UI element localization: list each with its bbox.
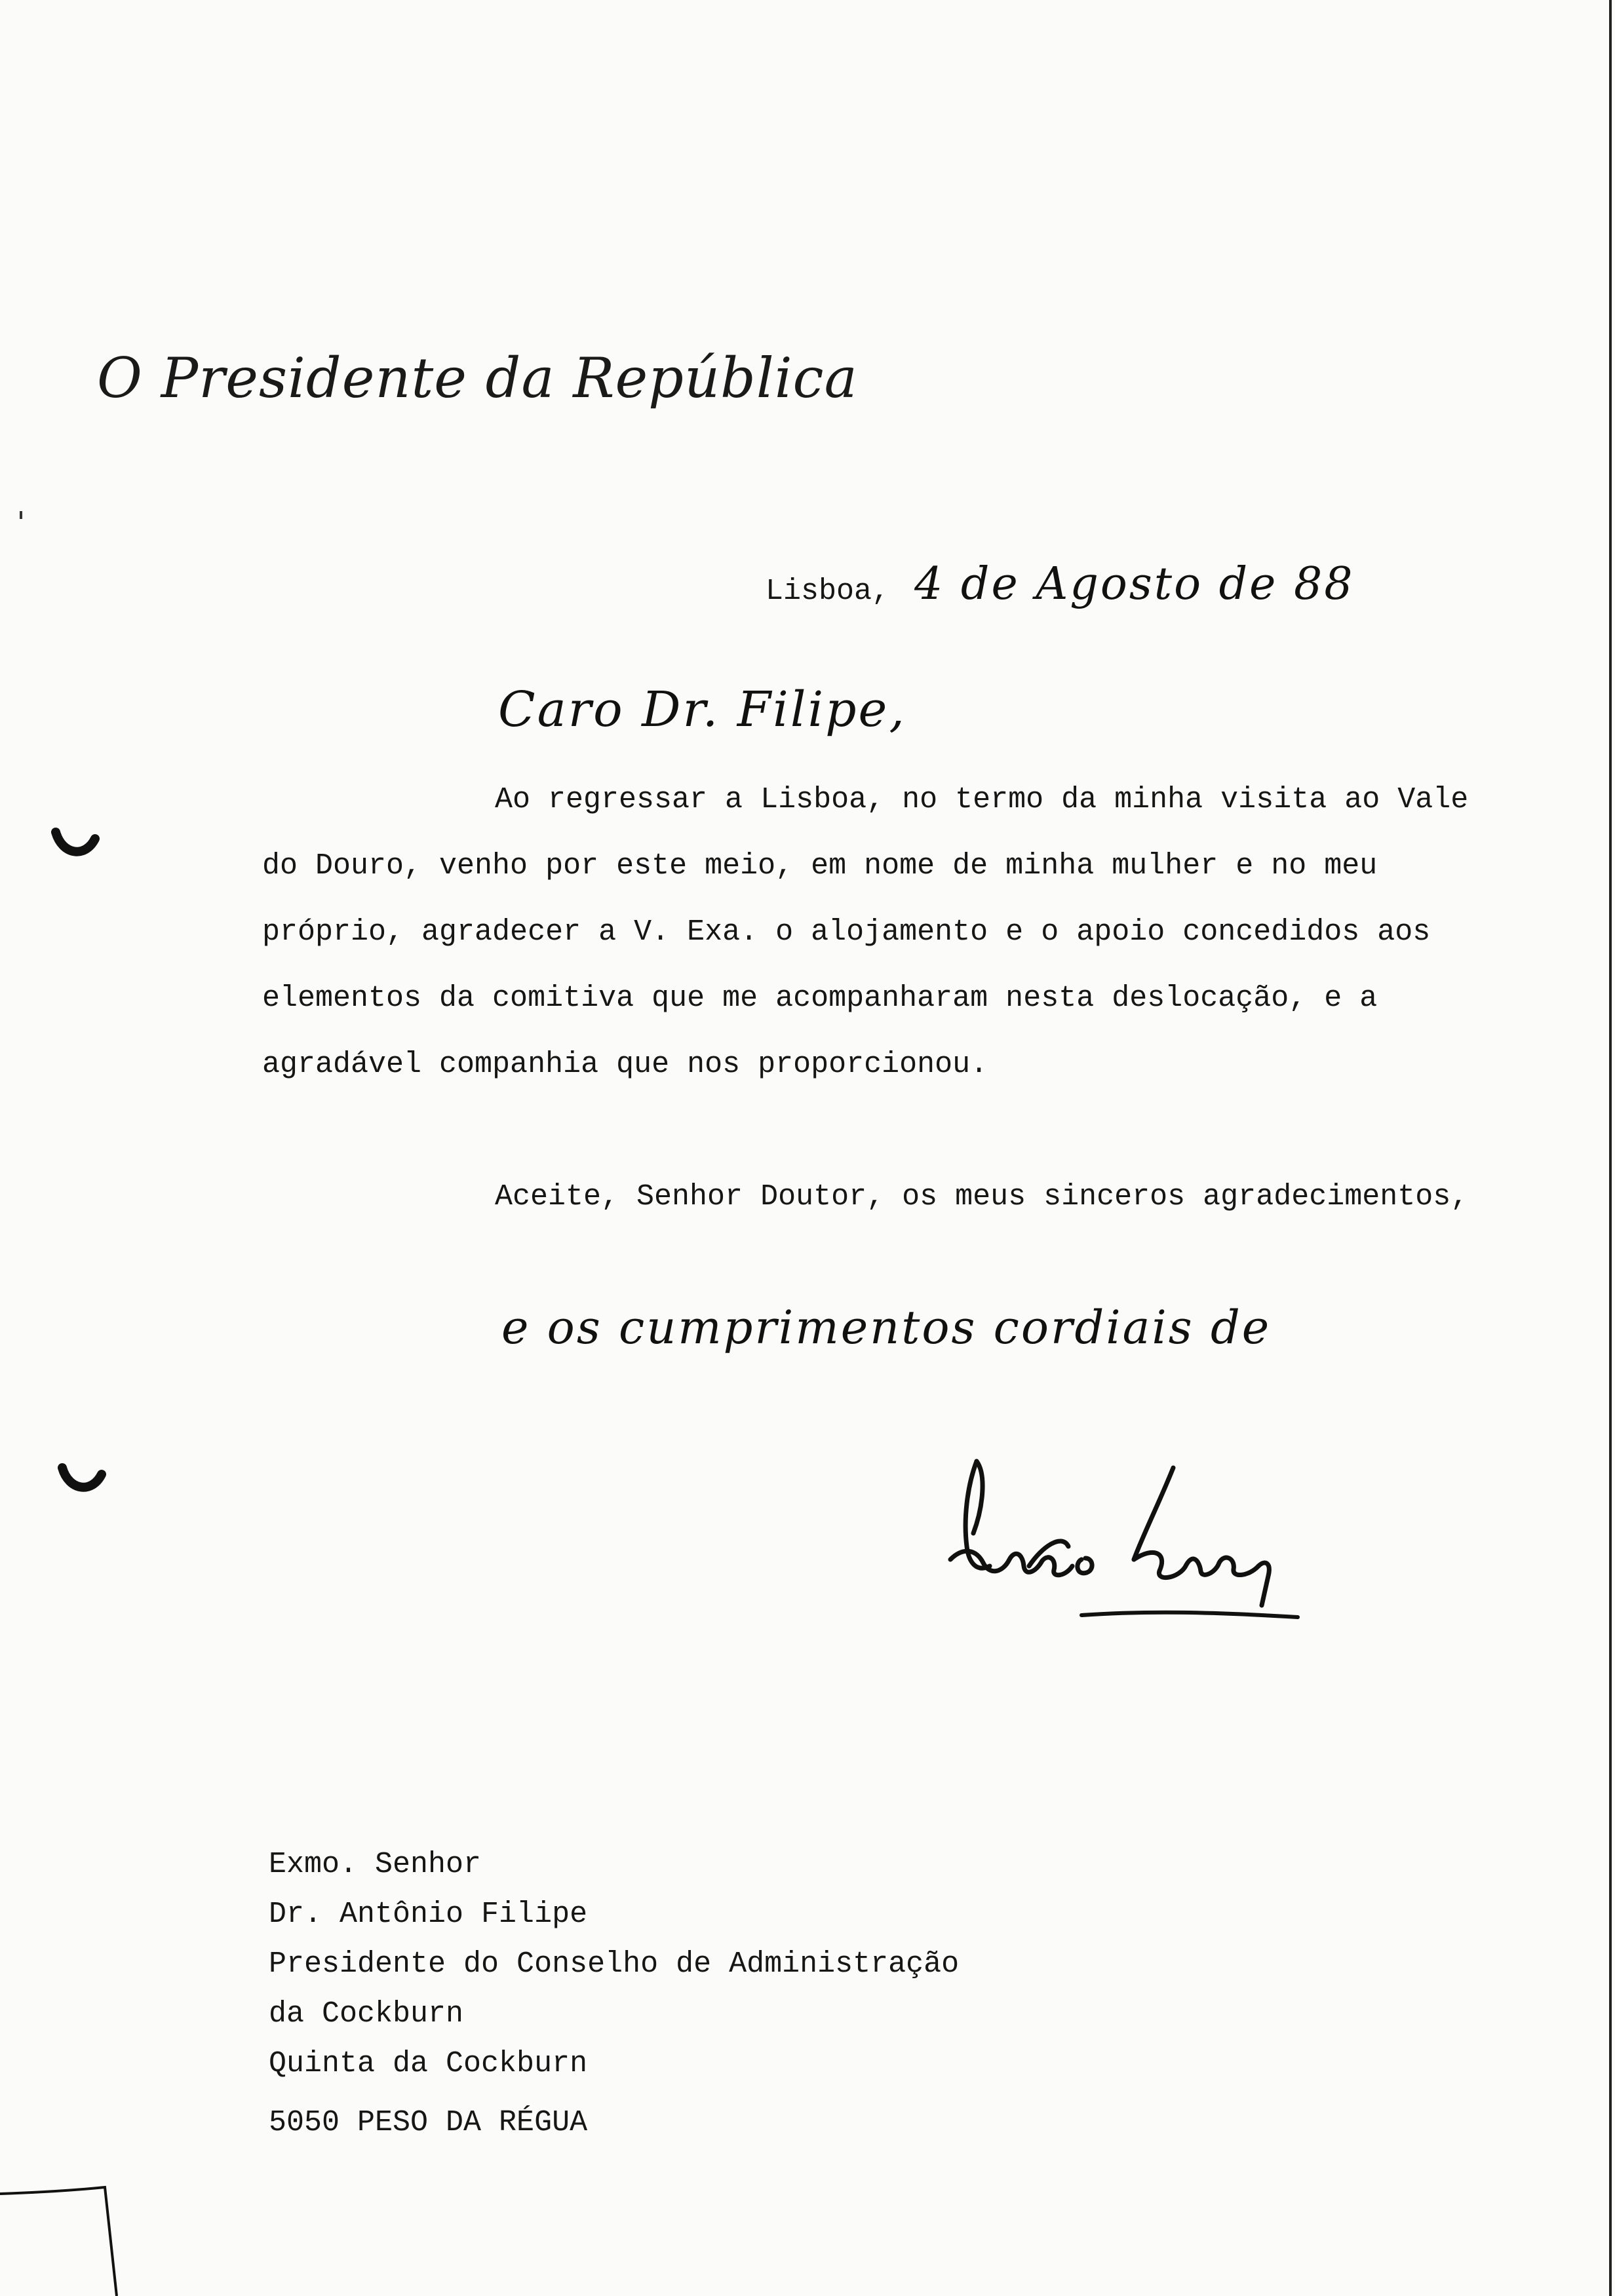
address-line: Exmo. Senhor (269, 1848, 482, 1881)
signature (937, 1448, 1331, 1645)
date-line (766, 558, 1355, 610)
address-line: Quinta da Cockburn (269, 2047, 588, 2080)
address-line: da Cockburn (269, 1997, 464, 2031)
speck (20, 511, 22, 519)
paragraph-1-text: Ao regressar a Lisboa, no termo da minha visita ao Vale do Douro, venho por este meio, em nome de minha mulher e no meu próprio, agradecer a V. Exa. o alojamento e o apoio concedidos aos elementos da comitiva que me acompanharam nesta deslocação, e a agradável companhia que nos proporcionou. (262, 783, 1469, 1081)
punch-hole-mark (56, 1461, 108, 1501)
salutation: Caro Dr. Filipe, (498, 681, 906, 738)
paragraph-2-text: Aceite, Senhor Doutor, os meus sinceros agradecimentos, (495, 1180, 1469, 1214)
address-line: Presidente do Conselho de Administração (269, 1947, 960, 1981)
letterhead: O Presidente da República (97, 346, 858, 410)
body-paragraph-2 (262, 1164, 1494, 1230)
address-line: Dr. Antônio Filipe (269, 1898, 588, 1931)
page-edge (1609, 0, 1612, 2296)
fold-corner-mark (0, 2175, 131, 2296)
punch-hole-mark (49, 826, 102, 865)
recipient-address (269, 1840, 959, 2148)
handwritten-closing: e os cumprimentos cordiais de (501, 1301, 1272, 1354)
date-label: Lisboa, (766, 575, 890, 608)
body-paragraph-1 (262, 767, 1494, 1098)
address-line: 5050 PESO DA RÉGUA (269, 2106, 588, 2139)
handwritten-date: 4 de Agosto de 88 (914, 558, 1355, 610)
